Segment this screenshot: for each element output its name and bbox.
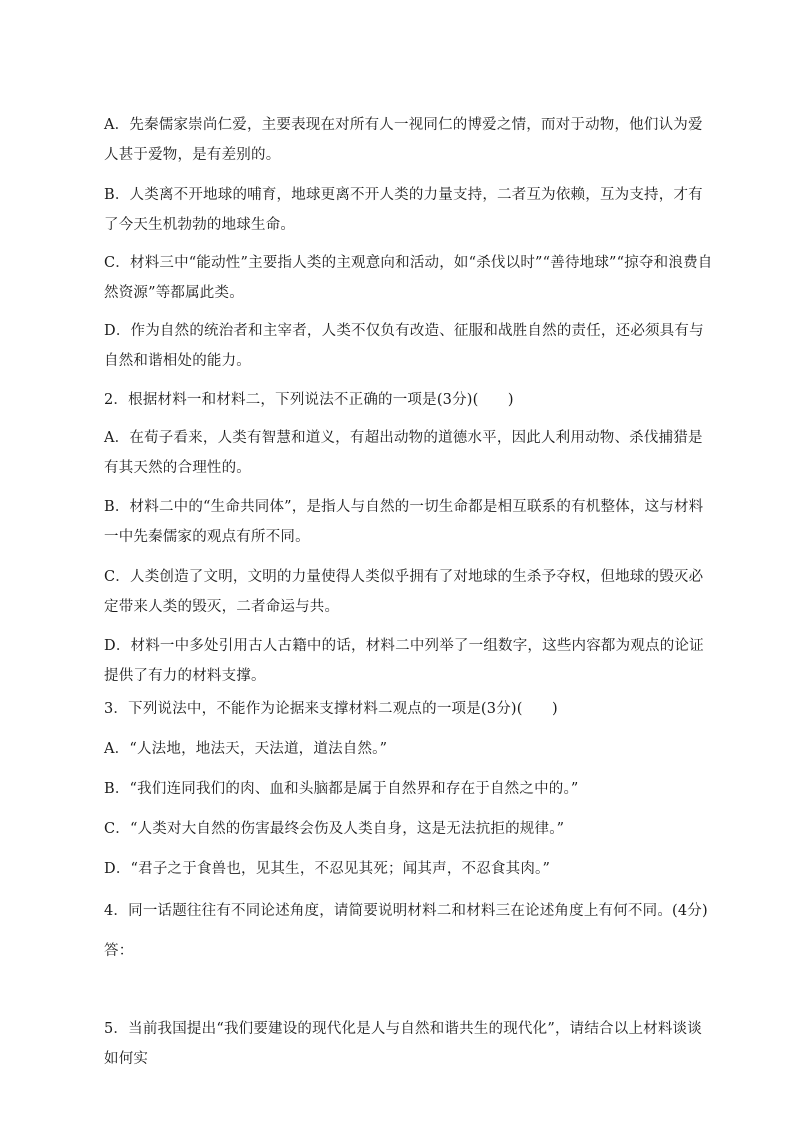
q2-option-b: B．材料二中的“生命共同体”，是指人与自然的一切生命都是相互联系的有机整体，这与材料一中先秦儒家的观点有所不同。: [104, 499, 704, 545]
q4-answer-label: 答：: [104, 943, 134, 959]
q3-stem: 3．下列说法中，不能作为论据来支撑材料二观点的一项是(3分)( ): [104, 701, 558, 717]
q5-stem: 5．当前我国提出“我们要建设的现代化是人与自然和谐共生的现代化”，请结合以上材料谈谈如何实: [104, 1021, 702, 1067]
q2-option-c: C．人类创造了文明，文明的力量使得人类似乎拥有了对地球的生杀予夺权，但地球的毁灭必定带来人类的毁灭，二者命运与共。: [104, 569, 704, 615]
q4-stem: 4．同一话题往往有不同论述角度，请简要说明材料二和材料三在论述角度上有何不同。(4分): [104, 903, 708, 919]
q1-option-a: A．先秦儒家崇尚仁爱，主要表现在对所有人一视同仁的博爱之情，而对于动物，他们认为爱人甚于爱物，是有差别的。: [104, 117, 703, 163]
q2-option-d: D．材料一中多处引用古人古籍中的话，材料二中列举了一组数字，这些内容都为观点的论证提供了有力的材料支撑。: [104, 638, 704, 684]
q1-option-d: D．作为自然的统治者和主宰者，人类不仅负有改造、征服和战胜自然的责任，还必须具有与自然和谐相处的能力。: [104, 323, 704, 369]
q3-option-d: D．“君子之于食兽也，见其生，不忍见其死；闻其声，不忍食其肉。”: [104, 861, 551, 877]
q3-option-b: B．“我们连同我们的肉、血和头脑都是属于自然界和存在于自然之中的。”: [104, 781, 579, 797]
q1-option-b: B．人类离不开地球的哺育，地球更离不开人类的力量支持，二者互为依赖，互为支持，才有了今天生机勃勃的地球生命。: [104, 187, 703, 233]
q2-stem: 2．根据材料一和材料二，下列说法不正确的一项是(3分)( ): [104, 392, 514, 408]
q3-option-a: A．“人法地，地法天，天法道，道法自然。”: [104, 741, 388, 757]
q2-option-a: A．在荀子看来，人类有智慧和道义，有超出动物的道德水平，因此人利用动物、杀伐捕猎是有其天然的合理性的。: [104, 430, 703, 476]
q3-option-c: C．“人类对大自然的伤害最终会伤及人类自身，这是无法抗拒的规律。”: [104, 821, 565, 837]
q1-option-c: C．材料三中“能动性”主要指人类的主观意向和活动，如“杀伐以时”“善待地球”“掠夺和浪费自然资源”等都属此类。: [104, 255, 713, 301]
